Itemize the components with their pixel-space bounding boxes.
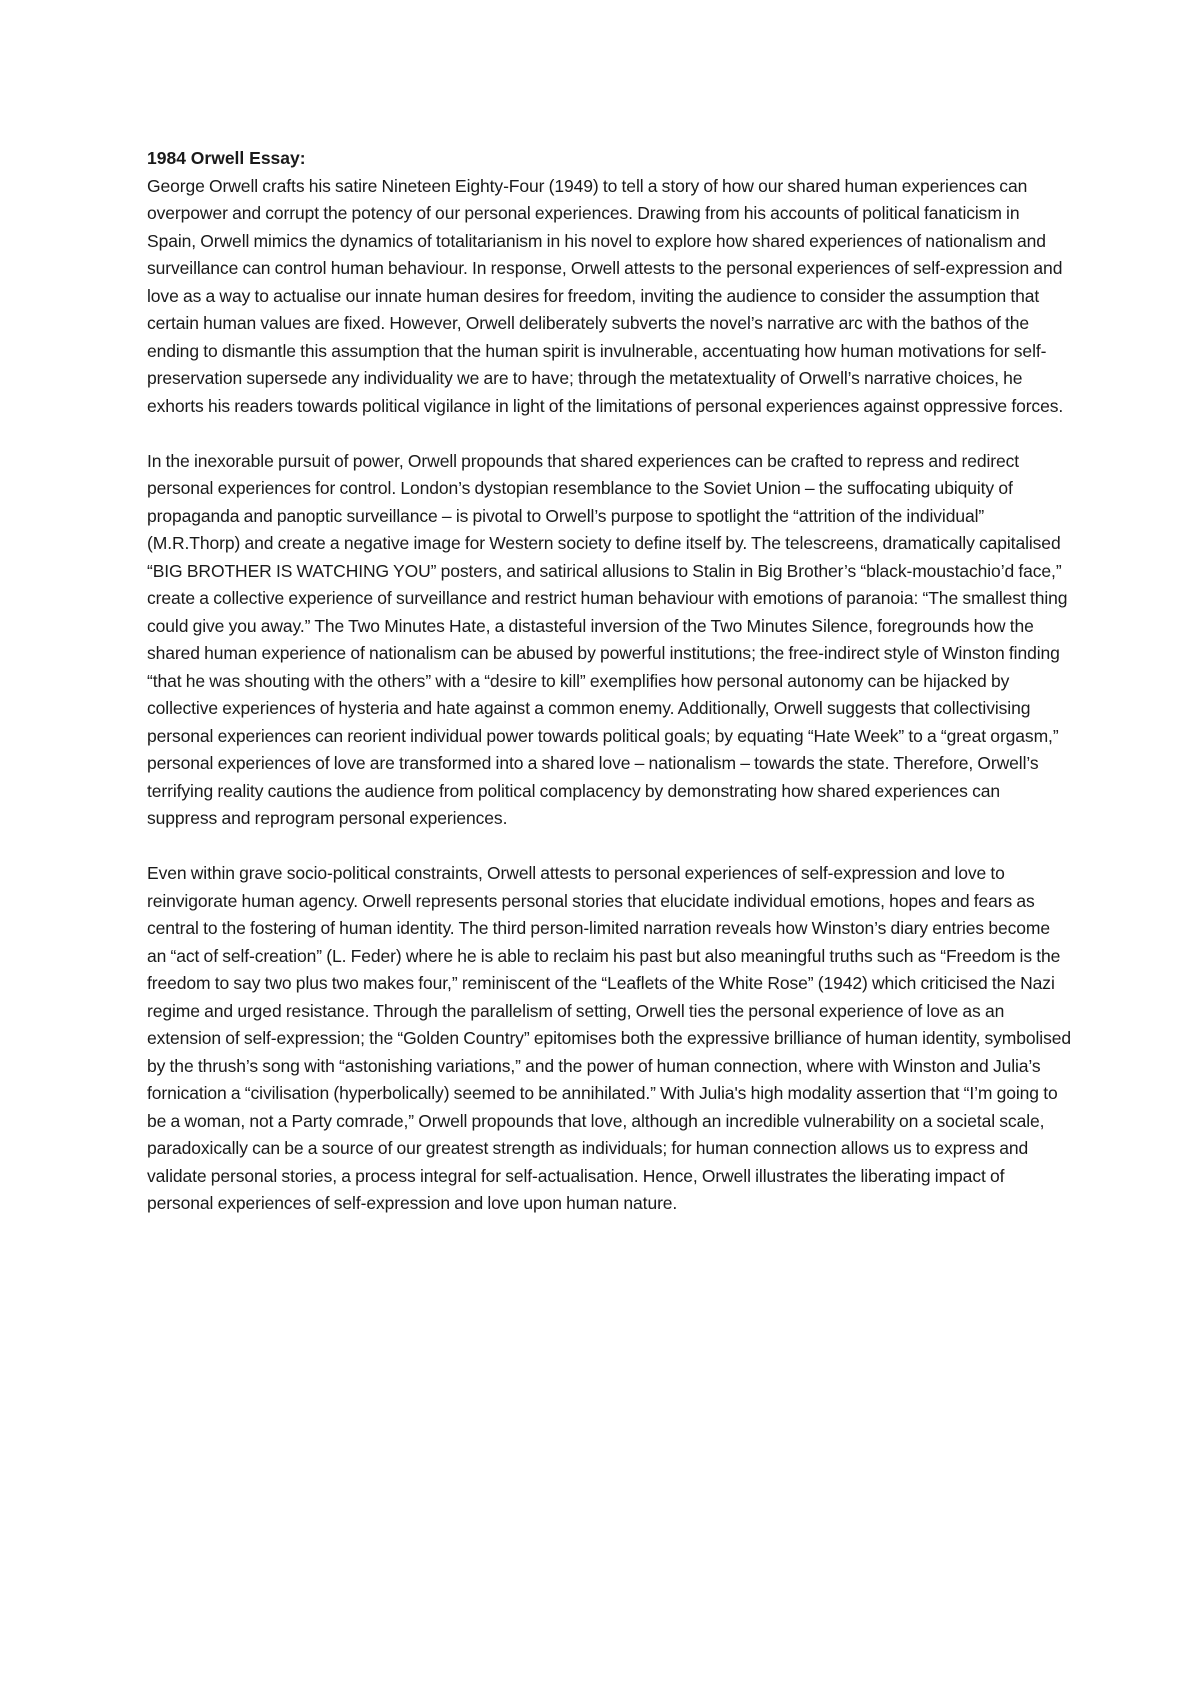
paragraph-body-1: In the inexorable pursuit of power, Orwell propounds that shared experiences can be crafted to repress and redirect personal experiences for control. London’s dystopian resemblance to the Soviet Union – the suffocating ubiquity of propaganda and panoptic surveillance – is pivotal to Orwell’s purpose to spotlight the “attrition of the individual” (M.R.Thorp) and create a negative image for Western society to define itself by. The telescreens, dramatically capitalised “BIG BROTHER IS WATCHING YOU” posters, and satirical allusions to Stalin in Big Brother’s “black-moustachio’d face,” create a collective experience of surveillance and restrict human behaviour with emotions of paranoia: “The smallest thing could give you away.” The Two Minutes Hate, a distasteful inversion of the Two Minutes Silence, foregrounds how the shared human experience of nationalism can be abused by powerful institutions; the free-indirect style of Winston finding “that he was shouting with the others” with a “desire to kill” exemplifies how personal autonomy can be hijacked by collective experiences of hysteria and hate against a common enemy. Additionally, Orwell suggests that collectivising personal experiences can reorient individual power towards political goals; by equating “Hate Week” to a “great orgasm,” personal experiences of love are transformed into a shared love – nationalism – towards the state. Therefore, Orwell’s terrifying reality cautions the audience from political complacency by demonstrating how shared experiences can suppress and reprogram personal experiences. [147,450,1068,828]
document-title: 1984 Orwell Essay: [147,148,306,168]
paragraph-introduction: George Orwell crafts his satire Nineteen Eighty-Four (1949) to tell a story of how our shared human experiences can overpower and corrupt the potency of our personal experiences. Drawing from his accounts of political fanaticism in Spain, Orwell mimics the dynamics of totalitarianism in his novel to explore how shared experiences of nationalism and surveillance can control human behaviour. In response, Orwell attests to the personal experiences of self-expression and love as a way to actualise our innate human desires for freedom, inviting the audience to consider the assumption that certain human values are fixed. However, Orwell deliberately subverts the novel’s narrative arc with the bathos of the ending to dismantle this assumption that the human spirit is invulnerable, accentuating how human motivations for self-preservation supersede any individuality we are to have; through the metatextuality of Orwell’s narrative choices, he exhorts his readers towards political vigilance in light of the limitations of personal experiences against oppressive forces. [147,175,1064,416]
paragraph-body-2: Even within grave socio-political constraints, Orwell attests to personal experiences of self-expression and love to reinvigorate human agency. Orwell represents personal stories that elucidate individual emotions, hopes and fears as central to the fostering of human identity. The third person-limited narration reveals how Winston’s diary entries become an “act of self-creation” (L. Feder) where he is able to reclaim his past but also meaningful truths such as “Freedom is the freedom to say two plus two makes four,” reminiscent of the “Leaflets of the White Rose” (1942) which criticised the Nazi regime and urged resistance. Through the parallelism of setting, Orwell ties the personal experience of love as an extension of self-expression; the “Golden Country” epitomises both the expressive brilliance of human identity, symbolised by the thrush’s song with “astonishing variations,” and the power of human connection, where with Winston and Julia’s fornication a “civilisation (hyperbolically) seemed to be annihilated.” With Julia's high modality assertion that “I’m going to be a woman, not a Party comrade,” Orwell propounds that love, although an incredible vulnerability on a societal scale, paradoxically can be a source of our greatest strength as individuals; for human connection allows us to express and validate personal stories, a process integral for self-actualisation. Hence, Orwell illustrates the liberating impact of personal experiences of self-expression and love upon human nature. [147,863,1072,1213]
document-page [147,145,1072,1218]
